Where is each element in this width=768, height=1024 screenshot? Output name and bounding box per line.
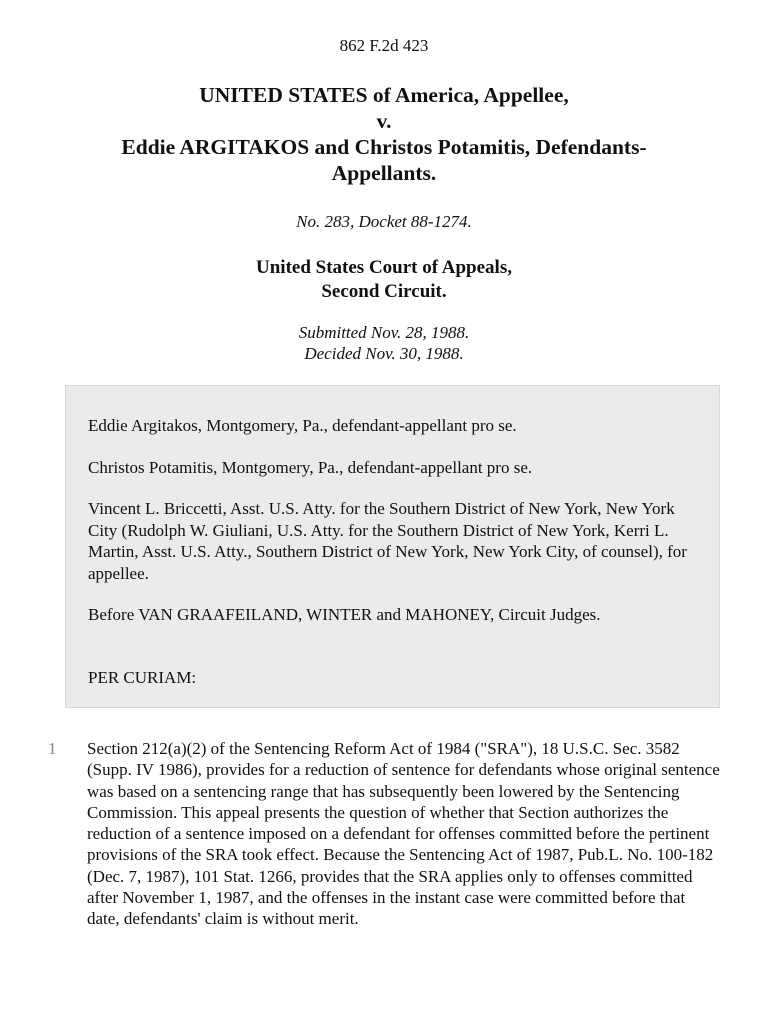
case-citation: 862 F.2d 423: [339, 36, 429, 55]
caption-versus: v.: [376, 109, 392, 133]
paragraph-number: 1: [48, 739, 57, 758]
counsel-appellee: Vincent L. Briccetti, Asst. U.S. Atty. for the Southern District of New York, New York City (Rudolph W. Giuliani, U.S. Atty. for the Southern District of New York, Kerri L. Martin, Asst. U.S. Atty., Southern District of New York, New York City, of counsel), for appellee.: [88, 499, 687, 583]
court-name-line2: Second Circuit.: [321, 281, 447, 302]
court-name: [0, 256, 768, 304]
case-caption: [40, 82, 728, 186]
counsel-appellant-1: Eddie Argitakos, Montgomery, Pa., defendant-appellant pro se.: [88, 416, 517, 435]
court-name-line1: United States Court of Appeals,: [256, 257, 512, 278]
caption-appellee: UNITED STATES of America, Appellee,: [199, 83, 569, 107]
docket-number: No. 283, Docket 88-1274.: [296, 212, 472, 231]
counsel-box: [65, 385, 720, 708]
opinion-paragraph: Section 212(a)(2) of the Sentencing Reform Act of 1984 ("SRA"), 18 U.S.C. Sec. 3582 (Supp. IV 1986), provides for a reduction of sentence for defendants whose original sentence was based on a sentencing range that has subsequently been lowered by the Sentencing Commission. This appeal presents the question of whether that Section authorizes the reduction of a sentence imposed on a defendant for offenses committed before the pertinent provisions of the SRA took effect. Because the Sentencing Act of 1987, Pub.L. No. 100-182 (Dec. 7, 1987), 101 Stat. 1266, provides that the SRA applies only to offenses committed after November 1, 1987, and the offenses in the instant case were committed before that date, defendants' claim is without merit.: [87, 739, 720, 929]
panel-judges: Before VAN GRAAFEILAND, WINTER and MAHONEY, Circuit Judges.: [88, 605, 601, 624]
decided-date: Decided Nov. 30, 1988.: [304, 344, 464, 363]
counsel-appellant-2: Christos Potamitis, Montgomery, Pa., defendant-appellant pro se.: [88, 458, 533, 477]
caption-appellants-cont: Appellants.: [331, 161, 437, 185]
per-curiam-label: PER CURIAM:: [88, 668, 197, 687]
caption-appellants: Eddie ARGITAKOS and Christos Potamitis, Defendants-: [121, 135, 647, 159]
case-dates: [0, 322, 768, 364]
submitted-date: Submitted Nov. 28, 1988.: [298, 323, 470, 342]
